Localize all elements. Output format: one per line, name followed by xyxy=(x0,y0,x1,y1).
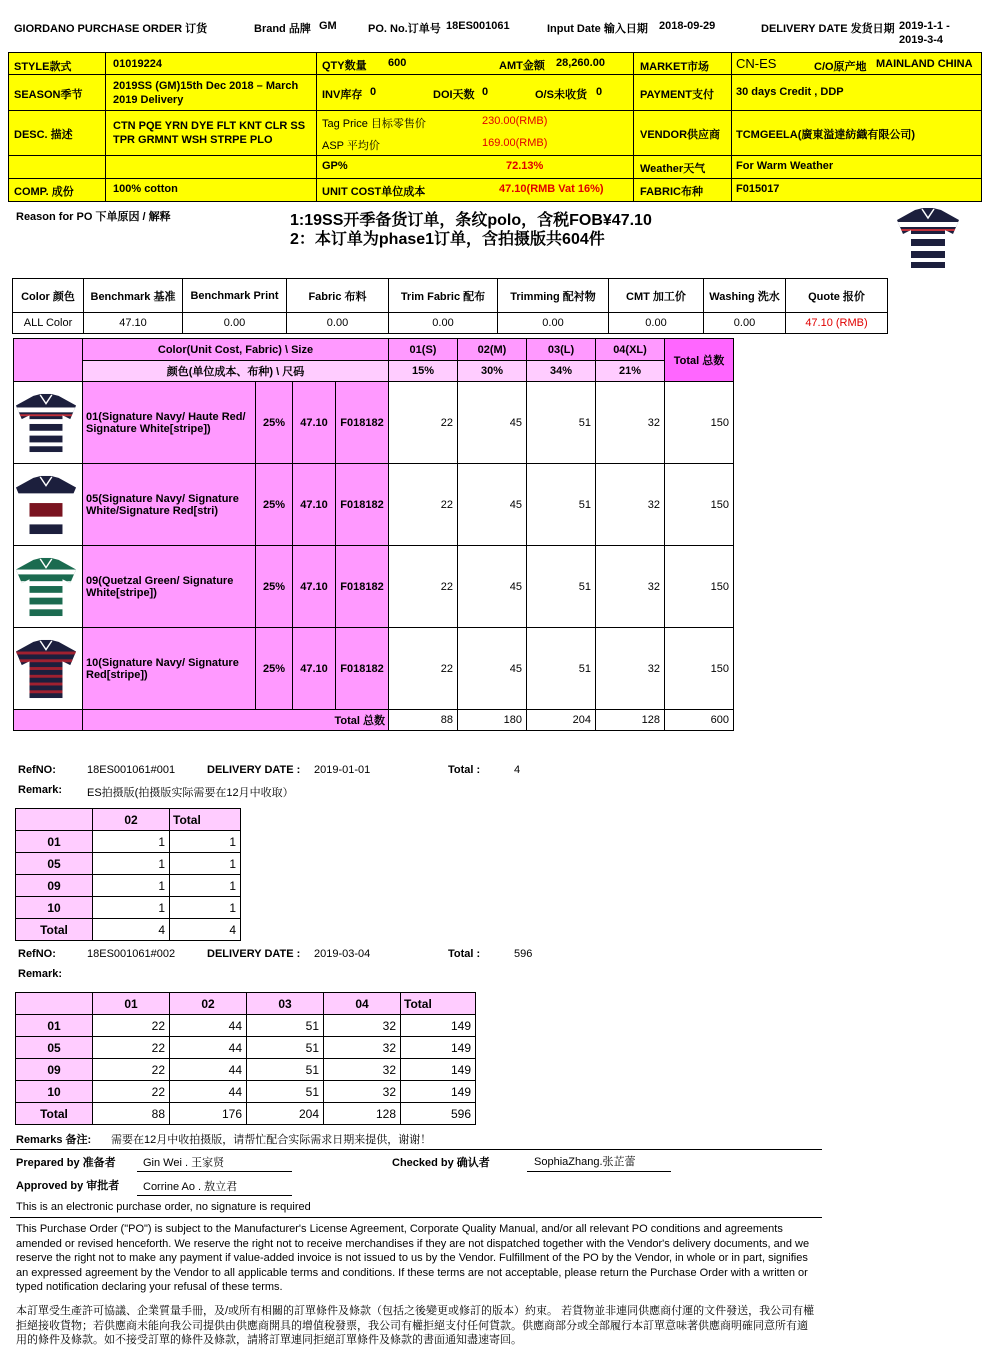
table-row xyxy=(16,1059,476,1081)
prepared-label: Prepared by 准备者 xyxy=(16,1157,116,1169)
asp-label: ASP 平均价 xyxy=(322,140,380,152)
weather-label: Weather天气 xyxy=(640,163,706,175)
d2-qty: 204 xyxy=(247,1103,324,1125)
total-all: 600 xyxy=(665,710,734,731)
table-row xyxy=(16,1081,476,1103)
color-name: 09(Quetzal Green/ Signature White[stripe]) xyxy=(83,546,256,628)
cost-cell-trimming: 0.00 xyxy=(498,313,609,334)
legal-text-en: This Purchase Order ("PO") is subject to the Manufacturer's License Agreement, Corporate Quality Manual, and/or all relevant PO conditions and agreements amended or revised henceforth. We reserve the right not to receive merchandises if they are not dispatched together with the Vendor's delivery documents, and we reserve the right not to make any payment if value-added invoice is not issued to us by the Vendor. Fulfillment of the PO by the Vendor, in whole or in part, signifies an expressed agreement by the Vendor to all applicable terms and conditions. If these terms are not acceptable, please return the Purchase Order with a written or typed notification declaring your refusal of these terms. xyxy=(16,1223,810,1293)
style-label: STYLE款式 xyxy=(14,61,72,73)
color-pct: 25% xyxy=(256,382,293,464)
d1-total: 1 xyxy=(170,853,241,875)
color-fabric: F018182 xyxy=(336,546,389,628)
os-label: O/S未收货 xyxy=(535,89,587,101)
color-fabric: F018182 xyxy=(336,628,389,710)
fabric-value: F015017 xyxy=(736,183,780,195)
d1-qty: 1 xyxy=(93,831,170,853)
size-total-label: Total 总数 xyxy=(83,710,389,731)
qty-xl: 32 xyxy=(596,546,665,628)
color-swatch xyxy=(14,382,83,464)
tag-price-value: 230.00(RMB) xyxy=(482,115,548,127)
d2-head-03: 03 xyxy=(247,993,324,1015)
d2-total: 149 xyxy=(401,1015,476,1037)
cost-head-benchmark-print: Benchmark Print xyxy=(183,279,287,313)
doi-label: DOI天数 xyxy=(433,89,475,101)
comp-value: 100% cotton xyxy=(113,183,178,195)
remarks-label: Remarks 备注: xyxy=(16,1134,92,1146)
size-head-2: 颜色(单位成本、布种) \ 尺码 xyxy=(83,361,389,382)
comp-label: COMP. 成份 xyxy=(14,186,74,198)
color-name: 10(Signature Navy/ Signature Red[stripe]) xyxy=(83,628,256,710)
cost-head-quote: Quote 报价 xyxy=(786,279,888,313)
cost-cell-cmt: 0.00 xyxy=(609,313,704,334)
color-swatch xyxy=(14,546,83,628)
qty-value: 600 xyxy=(388,57,407,69)
d2-qty: 128 xyxy=(324,1103,401,1125)
origin-value: MAINLAND CHINA xyxy=(876,58,973,70)
inv-label: INV库存 xyxy=(322,89,363,101)
fabric-label: FABRIC布种 xyxy=(640,186,703,198)
d1-color: 01 xyxy=(16,831,93,853)
d1-total: 1 xyxy=(170,897,241,919)
size-breakdown-table xyxy=(13,338,734,731)
size-head-xl: 04(XL) xyxy=(596,339,665,361)
d2-head-total: Total xyxy=(401,993,476,1015)
d1-qty: 1 xyxy=(93,853,170,875)
product-thumbnail xyxy=(895,206,961,270)
delivery-date-label: DELIVERY DATE 发货日期 xyxy=(761,23,895,35)
cost-head-washing: Washing 洗水 xyxy=(704,279,786,313)
color-name: 05(Signature Navy/ Signature White/Signature Red[stri) xyxy=(83,464,256,546)
unit-cost-label: UNIT COST单位成本 xyxy=(322,186,426,198)
color-cost: 47.10 xyxy=(293,628,336,710)
d1-color: 10 xyxy=(16,897,93,919)
approved-label: Approved by 审批者 xyxy=(16,1180,120,1192)
delivery-date-start: 2019-1-1 - xyxy=(899,20,950,32)
qty-total: 150 xyxy=(665,382,734,464)
qty-l: 51 xyxy=(527,628,596,710)
color-pct: 25% xyxy=(256,628,293,710)
d2-qty: 22 xyxy=(93,1081,170,1103)
size-head-total: Total 总数 xyxy=(665,339,734,382)
d1-color: 09 xyxy=(16,875,93,897)
cost-head-fabric: Fabric 布料 xyxy=(287,279,389,313)
d2-qty: 51 xyxy=(247,1081,324,1103)
gp-value: 72.13% xyxy=(506,160,544,172)
vendor-label: VENDOR供应商 xyxy=(640,129,721,141)
qty-xl: 32 xyxy=(596,382,665,464)
d2-qty: 51 xyxy=(247,1059,324,1081)
ratio-s: 15% xyxy=(389,361,458,382)
input-date: 2018-09-29 xyxy=(659,20,716,32)
ref1-label: RefNO: xyxy=(18,764,56,776)
color-name: 01(Signature Navy/ Haute Red/ Signature White[stripe]) xyxy=(83,382,256,464)
cost-table xyxy=(12,278,888,334)
reason-line-2: 2：本订单为phase1订单，含拍摄版共604件 xyxy=(290,231,605,248)
prepared-by: Gin Wei . 王家贤 xyxy=(143,1157,225,1169)
table-row xyxy=(16,1015,476,1037)
style-value: 01019224 xyxy=(113,58,162,70)
d1-total-label: Total xyxy=(16,919,93,941)
table-row xyxy=(16,1103,476,1125)
delivery1-table xyxy=(15,808,241,941)
table-row xyxy=(16,919,241,941)
po-label: PO. No.订单号 xyxy=(368,23,441,35)
cost-cell-benchmark: 47.10 xyxy=(84,313,183,334)
d2-total: 149 xyxy=(401,1081,476,1103)
gp-label: GP% xyxy=(322,160,348,172)
inv-value: 0 xyxy=(370,86,377,98)
asp-value: 169.00(RMB) xyxy=(482,137,548,149)
payment-label: PAYMENT支付 xyxy=(640,89,714,101)
d1-qty: 1 xyxy=(93,897,170,919)
d1-total: 1 xyxy=(170,831,241,853)
remarks-text: 需要在12月中收拍摄版，请帮忙配合实际需求日期来提供，谢谢！ xyxy=(111,1134,432,1146)
table-row xyxy=(16,875,241,897)
d2-qty: 44 xyxy=(170,1015,247,1037)
color-row xyxy=(14,382,734,464)
desc-value: CTN PQE YRN DYE FLT KNT CLR SS TPR GRMNT WSH STRPE PLO xyxy=(113,120,306,146)
delivery2-table xyxy=(15,992,476,1125)
origin-label: C/O原产地 xyxy=(814,61,867,73)
checked-by: SophiaZhang.张芷蕾 xyxy=(534,1156,636,1168)
ref2-number: 18ES001061#002 xyxy=(87,948,176,960)
d2-color: 10 xyxy=(16,1081,93,1103)
ref1-remark: ES拍摄版(拍摄版实际需要在12月中收取） xyxy=(87,787,294,799)
color-row xyxy=(14,546,734,628)
qty-label: QTY数量 xyxy=(322,60,367,72)
tag-price-label: Tag Price 目标零售价 xyxy=(322,118,426,130)
d1-total: 1 xyxy=(170,875,241,897)
qty-m: 45 xyxy=(458,546,527,628)
reason-line-1: 1:19SS开季备货订单，条纹polo，含税FOB¥47.10 xyxy=(290,212,652,229)
cost-cell-trim-fabric: 0.00 xyxy=(389,313,498,334)
shirt-green-white-icon xyxy=(14,555,78,619)
qty-l: 51 xyxy=(527,546,596,628)
ref2-total: 596 xyxy=(514,948,533,960)
reason-label: Reason for PO 下单原因 / 解释 xyxy=(16,211,171,223)
ref1-total: 4 xyxy=(514,764,521,776)
d2-head-04: 04 xyxy=(324,993,401,1015)
ref1-remark-label: Remark: xyxy=(18,784,63,796)
approved-by: Corrine Ao . 敖立君 xyxy=(143,1181,238,1193)
size-head-s: 01(S) xyxy=(389,339,458,361)
d2-total: 596 xyxy=(401,1103,476,1125)
payment-value: 30 days Credit , DDP xyxy=(736,86,844,98)
shirt-navy-white-red-icon xyxy=(14,473,78,537)
d1-head-total: Total xyxy=(170,809,241,831)
qty-l: 51 xyxy=(527,382,596,464)
d2-qty: 44 xyxy=(170,1081,247,1103)
d2-color: 01 xyxy=(16,1015,93,1037)
market-label: MARKET市场 xyxy=(640,61,710,73)
ref1-total-label: Total : xyxy=(448,764,481,776)
qty-m: 45 xyxy=(458,628,527,710)
ref1-delivery-date: 2019-01-01 xyxy=(314,764,371,776)
d2-head-01: 01 xyxy=(93,993,170,1015)
qty-xl: 32 xyxy=(596,628,665,710)
color-swatch xyxy=(14,628,83,710)
qty-s: 22 xyxy=(389,628,458,710)
d2-qty: 176 xyxy=(170,1103,247,1125)
d2-total-label: Total xyxy=(16,1103,93,1125)
ref1-number: 18ES001061#001 xyxy=(87,764,176,776)
cost-cell-fabric: 0.00 xyxy=(287,313,389,334)
d2-qty: 44 xyxy=(170,1059,247,1081)
desc-label: DESC. 描述 xyxy=(14,129,73,141)
size-total-row xyxy=(14,710,734,731)
unit-cost-value: 47.10(RMB Vat 16%) xyxy=(499,183,604,195)
size-head-m: 02(M) xyxy=(458,339,527,361)
qty-s: 22 xyxy=(389,382,458,464)
amt-value: 28,260.00 xyxy=(556,57,605,69)
ratio-xl: 21% xyxy=(596,361,665,382)
shirt-navy-red-icon xyxy=(14,637,78,701)
cost-cell-benchmark-print: 0.00 xyxy=(183,313,287,334)
color-fabric: F018182 xyxy=(336,382,389,464)
ref2-label: RefNO: xyxy=(18,948,56,960)
qty-s: 22 xyxy=(389,464,458,546)
os-value: 0 xyxy=(596,86,603,98)
shirt-navy-red-white-icon xyxy=(14,391,78,455)
cost-cell-color: ALL Color xyxy=(13,313,84,334)
brand-value: GM xyxy=(319,20,337,32)
color-cost: 47.10 xyxy=(293,546,336,628)
weather-value: For Warm Weather xyxy=(736,160,834,172)
ratio-m: 30% xyxy=(458,361,527,382)
color-swatch xyxy=(14,464,83,546)
ref2-delivery-label: DELIVERY DATE : xyxy=(207,948,301,960)
d2-head-blank xyxy=(16,993,93,1015)
ref2-remark-label: Remark: xyxy=(18,968,63,980)
qty-m: 45 xyxy=(458,464,527,546)
size-head-1: Color(Unit Cost, Fabric) \ Size xyxy=(83,339,389,361)
season-label: SEASON季节 xyxy=(14,89,83,101)
total-m: 180 xyxy=(458,710,527,731)
d2-qty: 32 xyxy=(324,1037,401,1059)
d1-color: 05 xyxy=(16,853,93,875)
total-s: 88 xyxy=(389,710,458,731)
qty-total: 150 xyxy=(665,628,734,710)
d2-qty: 32 xyxy=(324,1059,401,1081)
size-head-l: 03(L) xyxy=(527,339,596,361)
color-fabric: F018182 xyxy=(336,464,389,546)
ref2-delivery-date: 2019-03-04 xyxy=(314,948,371,960)
d2-head-02: 02 xyxy=(170,993,247,1015)
d2-color: 05 xyxy=(16,1037,93,1059)
cost-cell-washing: 0.00 xyxy=(704,313,786,334)
color-row xyxy=(14,628,734,710)
d1-total: 4 xyxy=(170,919,241,941)
table-row xyxy=(16,1037,476,1059)
table-row xyxy=(16,897,241,919)
qty-l: 51 xyxy=(527,464,596,546)
cost-cell-quote: 47.10 (RMB) xyxy=(786,313,888,334)
vendor-value: TCMGEELA(廣東溢達紡織有限公司) xyxy=(736,129,916,141)
d2-qty: 22 xyxy=(93,1015,170,1037)
market-value: CN-ES xyxy=(736,56,777,71)
qty-s: 22 xyxy=(389,546,458,628)
ref2-total-label: Total : xyxy=(448,948,481,960)
d2-qty: 88 xyxy=(93,1103,170,1125)
d1-head-02: 02 xyxy=(93,809,170,831)
doi-value: 0 xyxy=(482,86,489,98)
d2-qty: 32 xyxy=(324,1081,401,1103)
delivery-date-end: 2019-3-4 xyxy=(899,34,944,46)
d2-qty: 22 xyxy=(93,1059,170,1081)
qty-xl: 32 xyxy=(596,464,665,546)
total-xl: 128 xyxy=(596,710,665,731)
table-row xyxy=(16,831,241,853)
cost-head-color: Color 颜色 xyxy=(13,279,84,313)
company-title: GIORDANO PURCHASE ORDER 订货 xyxy=(14,23,208,35)
cost-head-benchmark: Benchmark 基准 xyxy=(84,279,183,313)
color-cost: 47.10 xyxy=(293,464,336,546)
cost-head-cmt: CMT 加工价 xyxy=(609,279,704,313)
amt-label: AMT金额 xyxy=(499,60,545,72)
d2-qty: 32 xyxy=(324,1015,401,1037)
d2-qty: 22 xyxy=(93,1037,170,1059)
color-pct: 25% xyxy=(256,546,293,628)
color-cost: 47.10 xyxy=(293,382,336,464)
po-number: 18ES001061 xyxy=(446,20,510,32)
d1-qty: 1 xyxy=(93,875,170,897)
legal-text-cn: 本訂單受生產許可協議、企業質量手冊，及/或所有相關的訂單條件及條款（包括之後變更或修訂的版本）約束。 若貨物並非連同供應商付運的文件發送，我公司有權拒絕接收貨物；若供應商未能向我公司提供由供應商開具的增值稅發票，我公司有權拒絕支付任何貨款。供應商部分或全部履行本訂單意味著供應商明確同意所有適用的條件及條款。如不接受訂單的條件及條款，請將訂單連同拒絕訂單條件及條款的書面通知盡速寄回。 xyxy=(16,1305,815,1346)
total-l: 204 xyxy=(527,710,596,731)
cost-head-trimming: Trimming 配衬物 xyxy=(498,279,609,313)
ratio-l: 34% xyxy=(527,361,596,382)
color-pct: 25% xyxy=(256,464,293,546)
checked-label: Checked by 确认者 xyxy=(392,1157,490,1169)
qty-total: 150 xyxy=(665,546,734,628)
d2-total: 149 xyxy=(401,1059,476,1081)
table-row xyxy=(16,853,241,875)
d1-qty: 4 xyxy=(93,919,170,941)
d2-total: 149 xyxy=(401,1037,476,1059)
qty-total: 150 xyxy=(665,464,734,546)
input-date-label: Input Date 输入日期 xyxy=(547,23,648,35)
d2-qty: 51 xyxy=(247,1037,324,1059)
d2-color: 09 xyxy=(16,1059,93,1081)
brand-label: Brand 品牌 xyxy=(254,23,311,35)
ref1-delivery-label: DELIVERY DATE : xyxy=(207,764,301,776)
d2-qty: 44 xyxy=(170,1037,247,1059)
season-value: 2019SS (GM)15th Dec 2018 – March 2019 Delivery xyxy=(113,80,299,106)
electronic-notice: This is an electronic purchase order, no signature is required xyxy=(16,1201,311,1213)
qty-m: 45 xyxy=(458,382,527,464)
color-row xyxy=(14,464,734,546)
d1-head-blank xyxy=(16,809,93,831)
d2-qty: 51 xyxy=(247,1015,324,1037)
cost-head-trim-fabric: Trim Fabric 配布 xyxy=(389,279,498,313)
